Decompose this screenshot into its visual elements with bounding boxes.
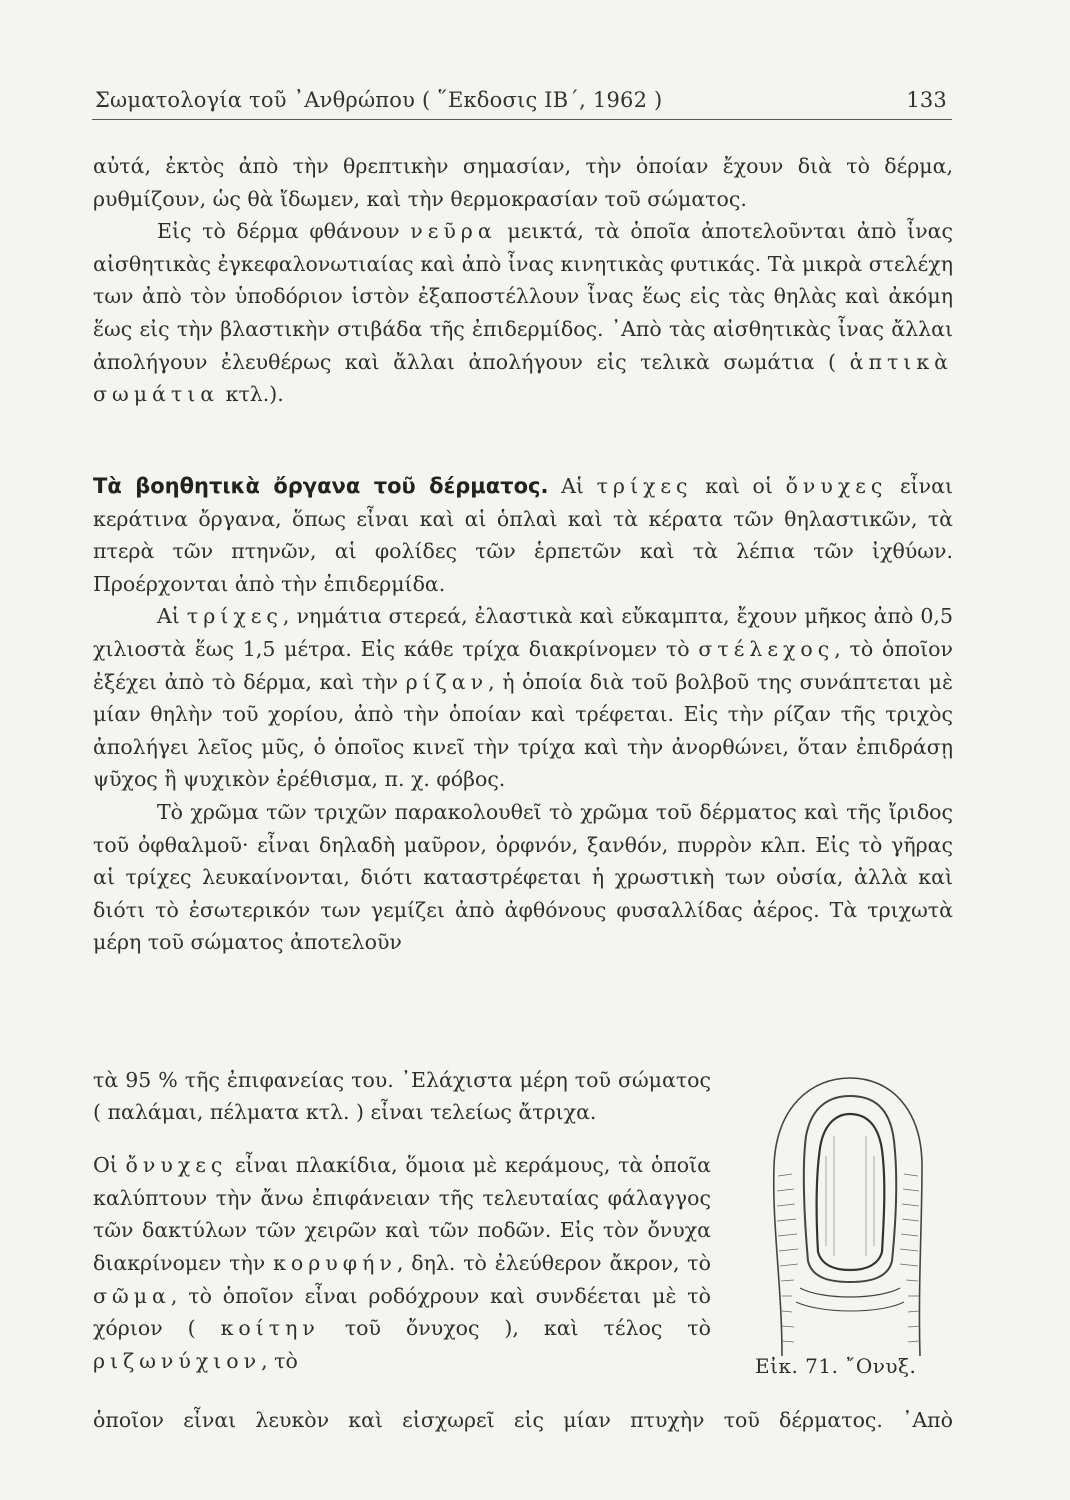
paragraph-hair: Αἱ τρίχες, νημάτια στερεά, ἐλαστικὰ καὶ εὔκαμπτα, ἔχουν μῆκος ἀπὸ 0,5 χιλιοστὰ ἕως 1,5 μέτρα. Εἰς κάθε τρίχα διακρίνομεν τὸ στέλεχος, τὸ ὁποῖον ἐξέχει ἀπὸ τὸ δέρμα, καὶ τὴν ρίζαν, ἡ ὁποία διὰ τοῦ βολβοῦ της συνάπτεται μὲ μίαν θηλὴν τοῦ χορίου, ἀπὸ τὴν ὁποίαν καὶ τρέφεται. Εἰς τὴν ρίζαν τῆς τριχὸς ἀπολήγει λεῖος μῦς, ὁ ὁποῖος κινεῖ τὴν τρίχα καὶ τὴν ἀνορθώνει, ὅταν ἐπιδράσῃ ψῦχος ἢ ψυχικὸν ἐρέθισμα, π. χ. φόβος. (93, 604, 953, 792)
paragraph-neura: Εἰς τὸ δέρμα φθάνουν νεῦρα μεικτά, τὰ ὁποῖα ἀποτελοῦνται ἀπὸ ἶνας αἰσθητικὰς ἐγκεφαλονωτιαίας καὶ ἀπὸ ἶνας κινητικὰς φυτικάς. Τὰ μικρὰ στελέχη των ἀπὸ τὸν ὑποδόριον ἱστὸν ἐξαποστέλλουν ἶνας ἕως εἰς τὰς θηλὰς καὶ ἀκόμη ἕως εἰς τὴν βλαστικὴν στιβάδα τῆς ἐπιδερμίδος. ᾿Απὸ τὰς αἰσθητικὰς ἶνας ἄλλαι ἀπολήγουν ἐλευθέρως καὶ ἄλλαι ἀπολήγουν εἰς τελικὰ σωμάτια ( ἁπτικὰ σωμάτια κτλ.). (93, 219, 953, 407)
paragraph-nails: Οἱ ὄνυχες εἶναι πλακίδια, ὅμοια μὲ κεράμους, τὰ ὁποῖα καλύπτουν τὴν ἄνω ἐπιφάνειαν τῆς τελευταίας φάλαγγος τῶν δακτύλων τῶν χειρῶν καὶ τῶν ποδῶν. Εἰς τὸν ὄνυχα διακρίνομεν τὴν κορυφήν, δηλ. τὸ ἐλεύθερον ἄκρον, τὸ σῶμα, τὸ ὁποῖον εἶναι ροδόχρουν καὶ συνδέεται μὲ τὸ χόριον ( κοίτην τοῦ ὄνυχος ), καὶ τέλος τὸ ριζωνύχιον, τὸ (93, 1153, 711, 1373)
running-head-title: Σωματολογία τοῦ ᾿Ανθρώπου ( ῞Εκδοσις ΙΒ΄, 1962 ) (95, 88, 663, 112)
paragraph-continuation: αὐτά, ἐκτὸς ἀπὸ τὴν θρεπτικὴν σημασίαν, τὴν ὁποίαν ἔχουν διὰ τὸ δέρμα, ρυθμίζουν, ὡς θὰ ἴδωμεν, καὶ τὴν θερμοκρασίαν τοῦ σώματος. (93, 154, 953, 211)
fingernail-illustration (742, 1056, 954, 1356)
page-number: 133 (906, 88, 947, 112)
spaced-term-koryfin: κορυφήν (273, 1250, 397, 1275)
spaced-term-rizonychion: ριζωνύχιον (93, 1348, 262, 1373)
body-text-middle (93, 470, 953, 959)
spaced-term-koitin: κοίτην (220, 1316, 320, 1341)
body-text-beside-figure (93, 1043, 711, 1398)
paragraph-hair-coverage: τὰ 95 % τῆς ἐπιφανείας του. ᾿Ελάχιστα μέρη τοῦ σώματος ( παλάμαι, πέλματα κτλ. ) εἶναι τελείως ἄτριχα. (93, 1067, 711, 1125)
body-text-top (93, 150, 953, 411)
paragraph-auxiliary-organs: Τὰ βοηθητικὰ ὄργανα τοῦ δέρματος. Αἱ τρίχες καὶ οἱ ὄνυχες εἶναι κεράτινα ὄργανα, ὅπως εἶναι καὶ αἱ ὁπλαὶ καὶ τὰ κέρατα τῶν θηλαστικῶν, τὰ πτερὰ τῶν πτηνῶν, αἱ φολίδες τῶν ἑρπετῶν καὶ τὰ λέπια τῶν ἰχθύων. Προέρχονται ἀπὸ τὴν ἐπιδερμίδα. (93, 474, 954, 596)
spaced-term-triches: τρίχες (596, 474, 693, 498)
spaced-term-onyches: ὄνυχες (785, 474, 888, 498)
spaced-term-soma: σῶμα (93, 1283, 171, 1308)
spaced-term-triches-2: τρίχες (186, 604, 283, 629)
spaced-term-rizan: ρίζαν (405, 669, 489, 694)
figure-fingernail (742, 1056, 954, 1362)
spaced-term-aptika: ἁπτικὰ σωμάτια (93, 349, 953, 407)
section-heading: Τὰ βοηθητικὰ ὄργανα τοῦ δέρματος. (93, 474, 549, 498)
running-head (95, 88, 947, 116)
spaced-term-stelechos: στέλεχος (698, 636, 835, 661)
figure-caption: Εἰκ. 71. ῎Ονυξ. (755, 1354, 917, 1378)
spaced-term-onyches-2: ὄνυχες (125, 1153, 228, 1178)
spaced-term-neura: νεῦρα (410, 219, 497, 244)
header-rule (92, 119, 952, 120)
paragraph-hair-color: Τὸ χρῶμα τῶν τριχῶν παρακολουθεῖ τὸ χρῶμα τοῦ δέρματος καὶ τῆς ἴριδος τοῦ ὀφθαλμοῦ· εἶναι δηλαδὴ μαῦρον, ὀρφνόν, ξανθόν, πυρρὸν κλπ. Εἰς τὸ γῆρας αἱ τρίχες λευκαίνονται, διότι καταστρέφεται ἡ χρωστικὴ των οὐσία, ἀλλὰ καὶ διότι τὸ ἐσωτερικόν των γεμίζει ἀπὸ ἀφθόνους φυσαλλίδας ἀέρος. Τὰ τριχωτὰ μέρη τοῦ σώματος ἀποτελοῦν (93, 799, 953, 955)
body-text-last-line: ὁποῖον εἶναι λευκὸν καὶ εἰσχωρεῖ εἰς μίαν πτυχὴν τοῦ δέρματος. ᾿Απὸ (93, 1408, 953, 1432)
